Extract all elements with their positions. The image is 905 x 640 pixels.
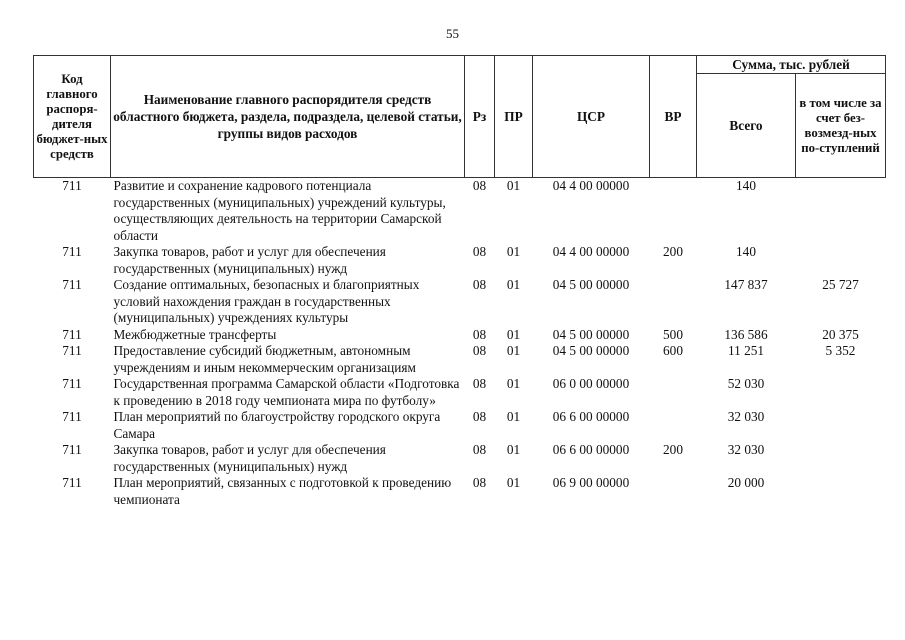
row-csr: 04 4 00 00000 [552, 178, 630, 193]
row-rz: 08 [472, 475, 487, 490]
row-pr: 01 [506, 409, 521, 424]
row-incl: 25 727 [822, 277, 859, 292]
row-total: 11 251 [727, 343, 765, 358]
row-csr: 04 5 00 00000 [552, 277, 630, 292]
row-code: 711 [62, 343, 82, 358]
row-incl: 5 352 [825, 343, 856, 358]
row-name: Предоставление субсидий бюджетным, автономным учреждениям и иным некоммерческим организациям [113, 343, 416, 375]
row-pr: 01 [506, 442, 521, 457]
row-code: 711 [62, 178, 82, 193]
row-vr [650, 409, 697, 442]
row-csr: 06 9 00 00000 [552, 475, 630, 490]
row-total: 136 586 [724, 326, 768, 342]
row-total: 52 030 [727, 376, 765, 391]
row-vr [650, 376, 697, 409]
header-total: Всего [697, 74, 796, 178]
row-total: 140 [736, 178, 756, 193]
row-csr: 06 0 00 00000 [552, 376, 630, 391]
row-code: 711 [62, 376, 82, 391]
row-total: 32 030 [727, 442, 765, 457]
row-csr: 06 6 00 00000 [552, 442, 630, 457]
row-incl: 20 375 [822, 326, 859, 342]
row-pr: 01 [506, 343, 521, 358]
row-vr [650, 178, 697, 245]
row-incl [796, 409, 886, 442]
row-total: 147 837 [724, 277, 768, 292]
row-vr: 200 [663, 442, 683, 457]
row-rz: 08 [472, 376, 487, 391]
row-rz: 08 [472, 244, 487, 259]
row-rz: 08 [472, 409, 487, 424]
table-row [34, 327, 886, 344]
table-row [34, 442, 886, 475]
row-name: Закупка товаров, работ и услуг для обеспечения государственных (муниципальных) нужд [113, 244, 386, 276]
row-vr: 200 [663, 244, 683, 259]
header-rz: Рз [465, 56, 495, 178]
row-pr: 01 [506, 244, 521, 259]
row-code: 711 [62, 244, 82, 259]
row-total: 140 [736, 244, 756, 259]
row-rz: 08 [472, 343, 487, 358]
row-code: 711 [62, 442, 82, 457]
row-incl [796, 178, 886, 245]
row-incl [796, 442, 886, 475]
table-row [34, 244, 886, 277]
row-name: Создание оптимальных, безопасных и благоприятных условий нахождения граждан в государственных (муниципальных) учреждениях культуры [113, 277, 420, 325]
row-total: 20 000 [727, 475, 765, 490]
row-code: 711 [62, 326, 82, 342]
row-code: 711 [62, 409, 82, 424]
table-row [34, 343, 886, 376]
header-vr: ВР [650, 56, 697, 178]
page-number: 55 [446, 26, 459, 41]
table-row [34, 475, 886, 508]
row-vr: 600 [663, 343, 683, 358]
row-pr: 01 [506, 178, 521, 193]
table-row [34, 277, 886, 327]
row-incl [796, 376, 886, 409]
row-name: План мероприятий по благоустройству городского округа Самара [113, 409, 441, 441]
row-pr: 01 [506, 326, 521, 342]
row-rz: 08 [472, 277, 487, 292]
row-pr: 01 [506, 475, 521, 490]
row-vr [650, 475, 697, 508]
row-csr: 06 6 00 00000 [552, 409, 630, 424]
row-rz: 08 [472, 442, 487, 457]
row-vr: 500 [663, 326, 683, 342]
table-row [34, 178, 886, 245]
row-name: План мероприятий, связанных с подготовкой к проведению чемпионата [113, 475, 452, 507]
row-code: 711 [62, 475, 82, 490]
header-sum: Сумма, тыс. рублей [697, 56, 886, 74]
row-incl [796, 475, 886, 508]
row-code: 711 [62, 277, 82, 292]
header-incl: в том числе за счет без-возмезд-ных по-ступлений [796, 74, 886, 178]
row-pr: 01 [506, 376, 521, 391]
row-total: 32 030 [727, 409, 765, 424]
row-csr: 04 5 00 00000 [552, 326, 630, 342]
row-name: Государственная программа Самарской области «Подготовка к проведению в 2018 году чемпионата мира по футболу» [113, 376, 460, 408]
row-csr: 04 5 00 00000 [552, 343, 630, 358]
row-vr [650, 277, 697, 327]
header-name: Наименование главного распорядителя средств областного бюджета, раздела, подраздела, целевой статьи, группы видов расходов [111, 56, 465, 178]
row-name: Закупка товаров, работ и услуг для обеспечения государственных (муниципальных) нужд [113, 442, 386, 474]
header-code: Код главного распоря-дителя бюджет-ных средств [34, 56, 111, 178]
row-incl [796, 244, 886, 277]
budget-table [33, 55, 886, 508]
row-name: Межбюджетные трансферты [113, 326, 277, 342]
table-row [34, 376, 886, 409]
row-rz: 08 [472, 178, 487, 193]
header-pr: ПР [495, 56, 533, 178]
row-pr: 01 [506, 277, 521, 292]
row-name: Развитие и сохранение кадрового потенциала государственных (муниципальных) учреждений культуры, осуществляющих деятельность на территории Самарской области [113, 178, 446, 243]
row-rz: 08 [472, 326, 487, 342]
table-row [34, 409, 886, 442]
header-csr: ЦСР [533, 56, 650, 178]
row-csr: 04 4 00 00000 [552, 244, 630, 259]
